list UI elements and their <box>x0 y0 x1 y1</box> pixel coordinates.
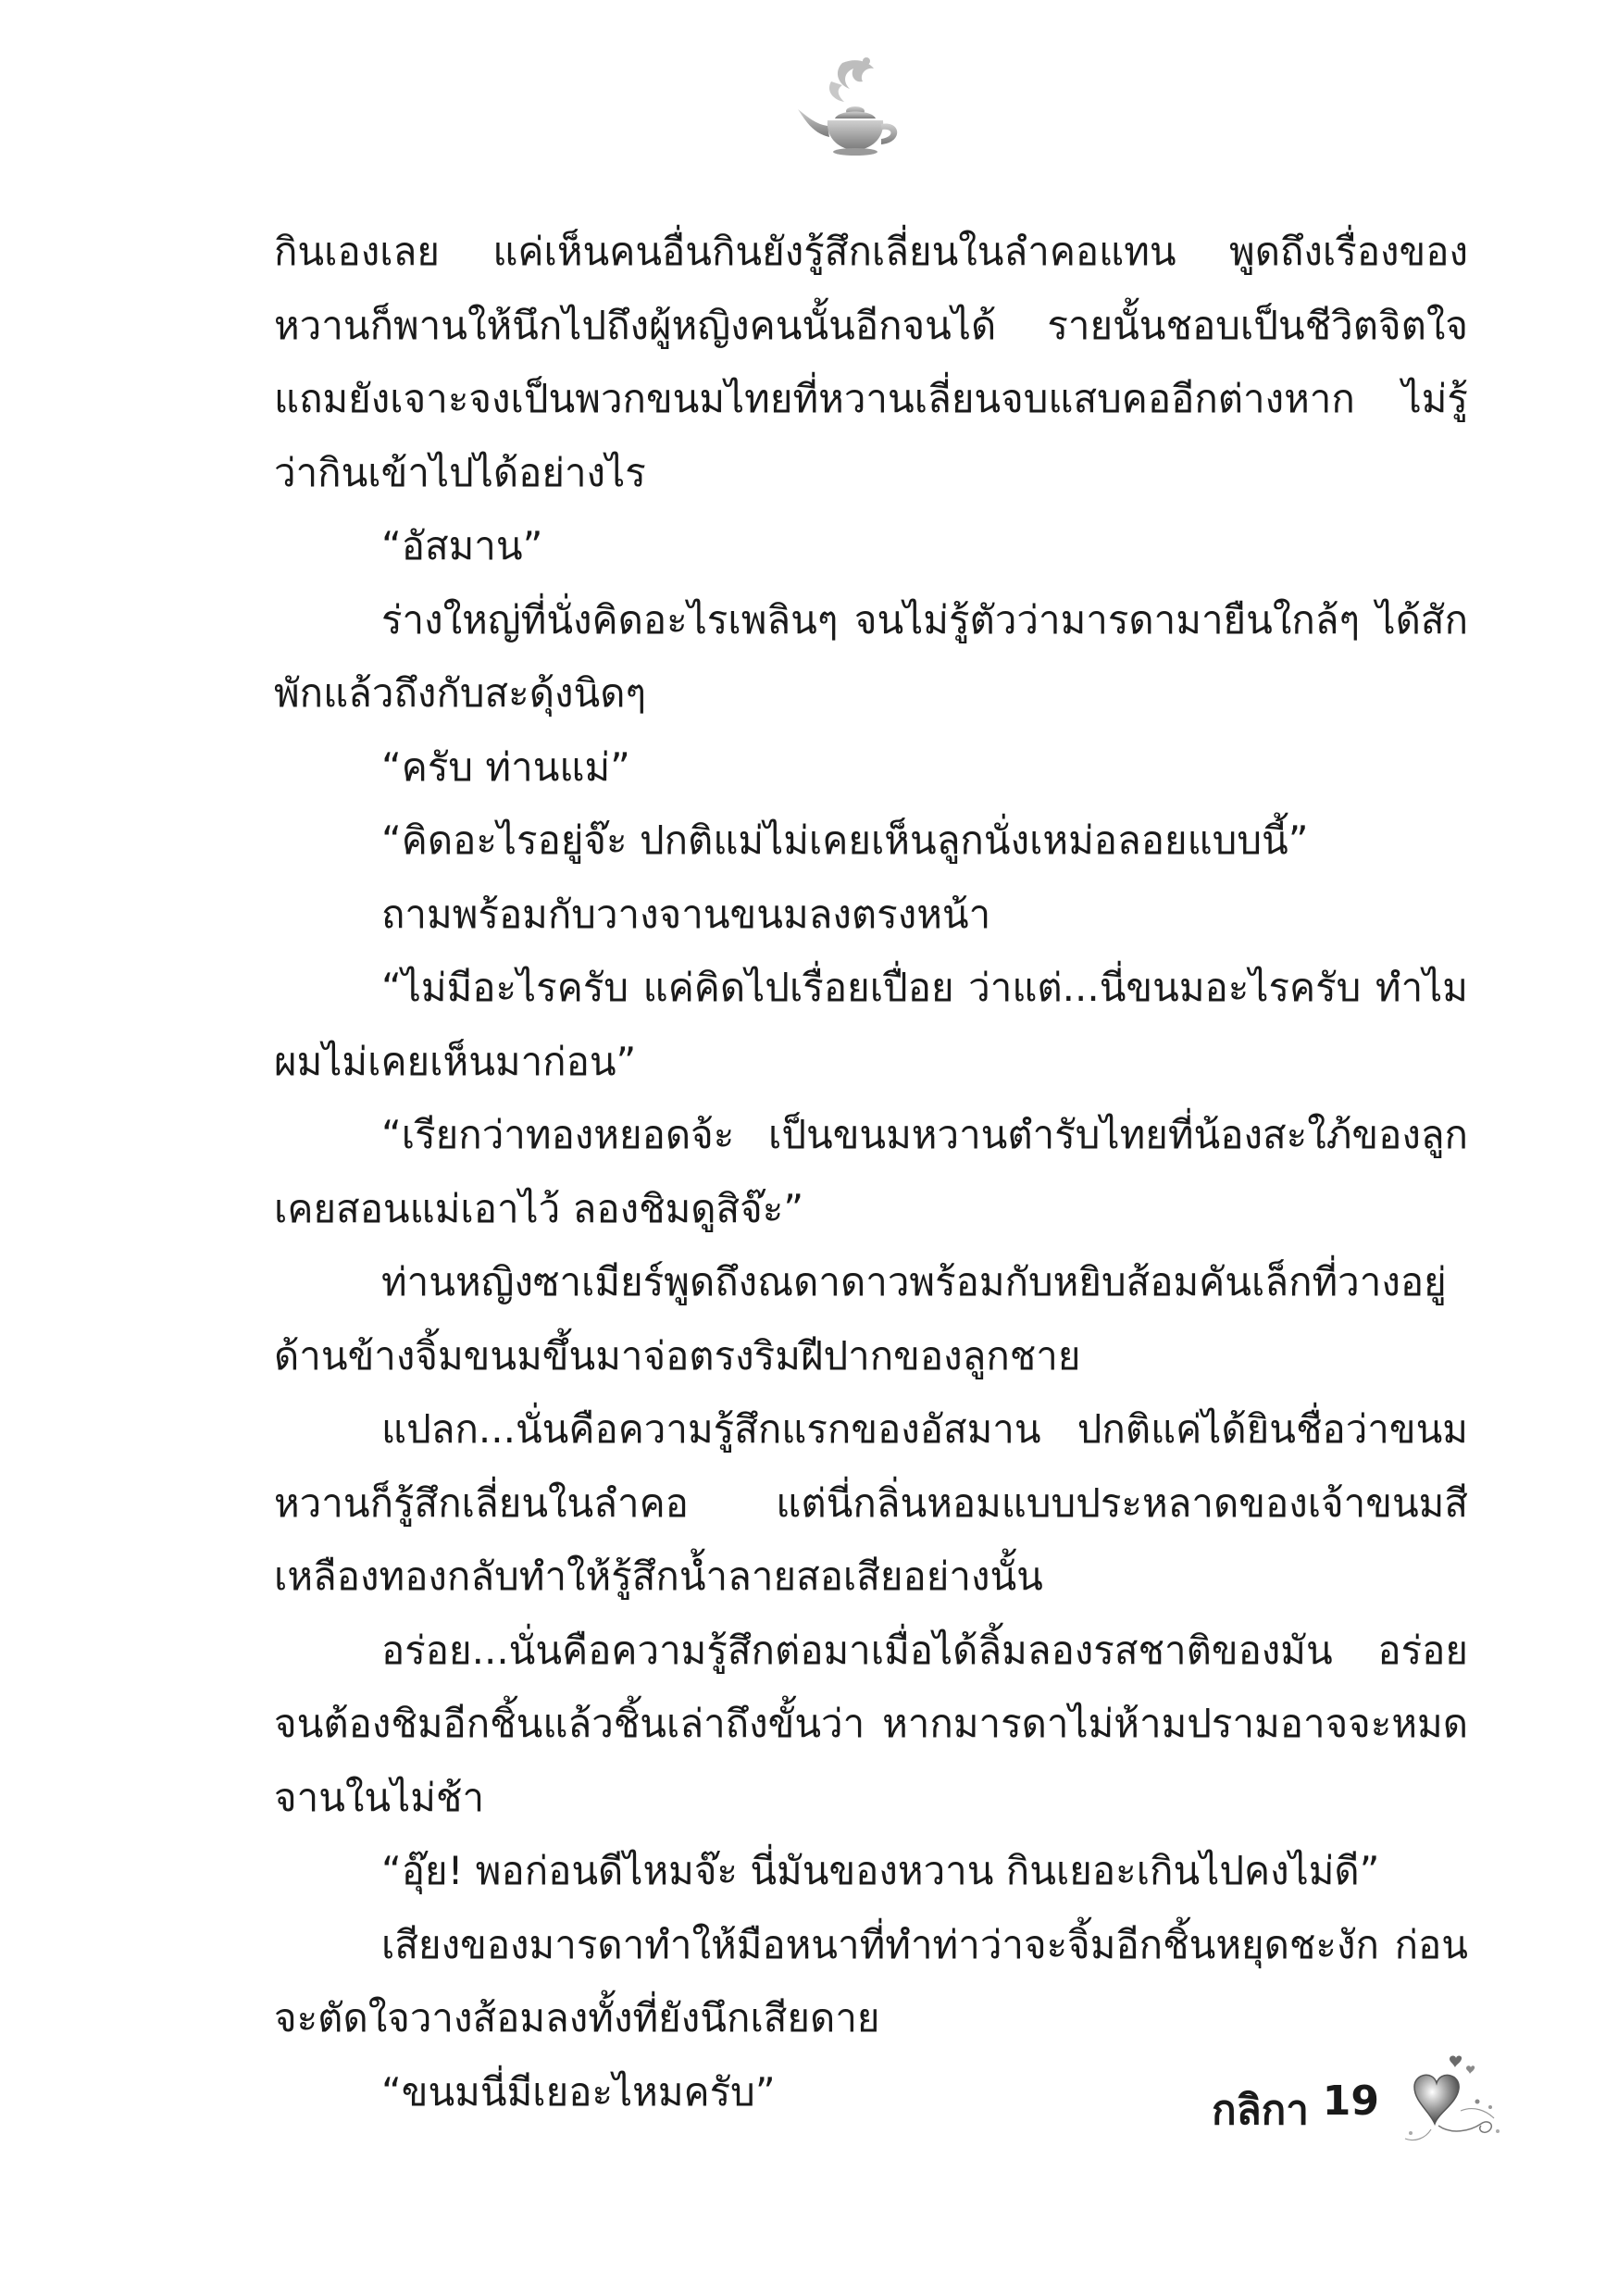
paragraph: ร่างใหญ่ที่นั่งคิดอะไรเพลินๆ จนไม่รู้ตัวว่ามารดามายืนใกล้ๆ ได้สักพักแล้วถึงกับสะดุ้งนิดๆ <box>274 596 1468 716</box>
paragraph: เสียงของมารดาทำให้มือหนาที่ทำท่าว่าจะจิ้มอีกชิ้นหยุดชะงัก ก่อนจะตัดใจวางส้อมลงทั้งที่ยังนึกเสียดาย <box>274 1921 1468 2040</box>
body-text <box>274 215 1468 2128</box>
paragraph: แปลก...นั่นคือความรู้สึกแรกของอัสมาน ปกติแค่ได้ยินชื่อว่าขนมหวานก็รู้สึกเลี่ยนในลำคอ แต่นี่กลิ่นหอมแบบประหลาดของเจ้าขนมสีเหลืองทองกลับทำให้รู้สึกน้ำลายสอเสียอย่างนั้น <box>274 1406 1468 1599</box>
teapot-fairy-ornament-icon <box>778 54 926 165</box>
paragraph: “เรียกว่าทองหยอดจ้ะ เป็นขนมหวานตำรับไทยที่น้องสะใภ้ของลูกเคยสอนแม่เอาไว้ ลองชิมดูสิจ๊ะ” <box>274 1112 1468 1231</box>
page-number: 19 <box>1322 2078 1379 2125</box>
page-footer <box>1118 2046 1507 2148</box>
paragraph: “ครับ ท่านแม่” <box>381 743 630 790</box>
paragraph: “คิดอะไรอยู่จ๊ะ ปกติแม่ไม่เคยเห็นลูกนั่งเหม่อลอยแบบนี้” <box>381 817 1309 863</box>
paragraph: “อุ๊ย! พอก่อนดีไหมจ๊ะ นี่มันของหวาน กินเยอะเกินไปคงไม่ดี” <box>381 1848 1380 1893</box>
paragraph: “ไม่มีอะไรครับ แค่คิดไปเรื่อยเปื่อย ว่าแต่...นี่ขนมอะไรครับ ทำไมผมไม่เคยเห็นมาก่อน” <box>274 965 1468 1084</box>
paragraph: “อัสมาน” <box>381 523 543 568</box>
heart-flourish-ornament-icon <box>1377 2046 1507 2148</box>
book-title: กลิกา <box>1212 2087 1309 2134</box>
paragraph: ถามพร้อมกับวางจานขนมลงตรงหน้า <box>381 891 991 937</box>
paragraph: อร่อย...นั่นคือความรู้สึกต่อมาเมื่อได้ลิ้มลองรสชาติของมัน อร่อยจนต้องชิมอีกชิ้นแล้วชิ้นเล่าถึงขั้นว่า หากมารดาไม่ห้ามปรามอาจจะหมดจานในไม่ช้า <box>274 1627 1468 1820</box>
paragraph: “ขนมนี่มีเยอะไหมครับ” <box>381 2068 776 2115</box>
paragraph: กินเองเลย แค่เห็นคนอื่นกินยังรู้สึกเลี่ยนในลำคอแทน พูดถึงเรื่องของหวานก็พานให้นึกไปถึงผู้หญิงคนนั้นอีกจนได้ รายนั้นชอบเป็นชีวิตจิตใจ แถมยังเจาะจงเป็นพวกขนมไทยที่หวานเลี่ยนจบแสบคออีกต่างหาก ไม่รู้ว่ากินเข้าไปได้อย่างไร <box>274 229 1468 495</box>
paragraph: ท่านหญิงซาเมียร์พูดถึงณดาดาวพร้อมกับหยิบส้อมคันเล็กที่วางอยู่ด้านข้างจิ้มขนมขึ้นมาจ่อตรงริมฝีปากของลูกชาย <box>274 1259 1447 1379</box>
